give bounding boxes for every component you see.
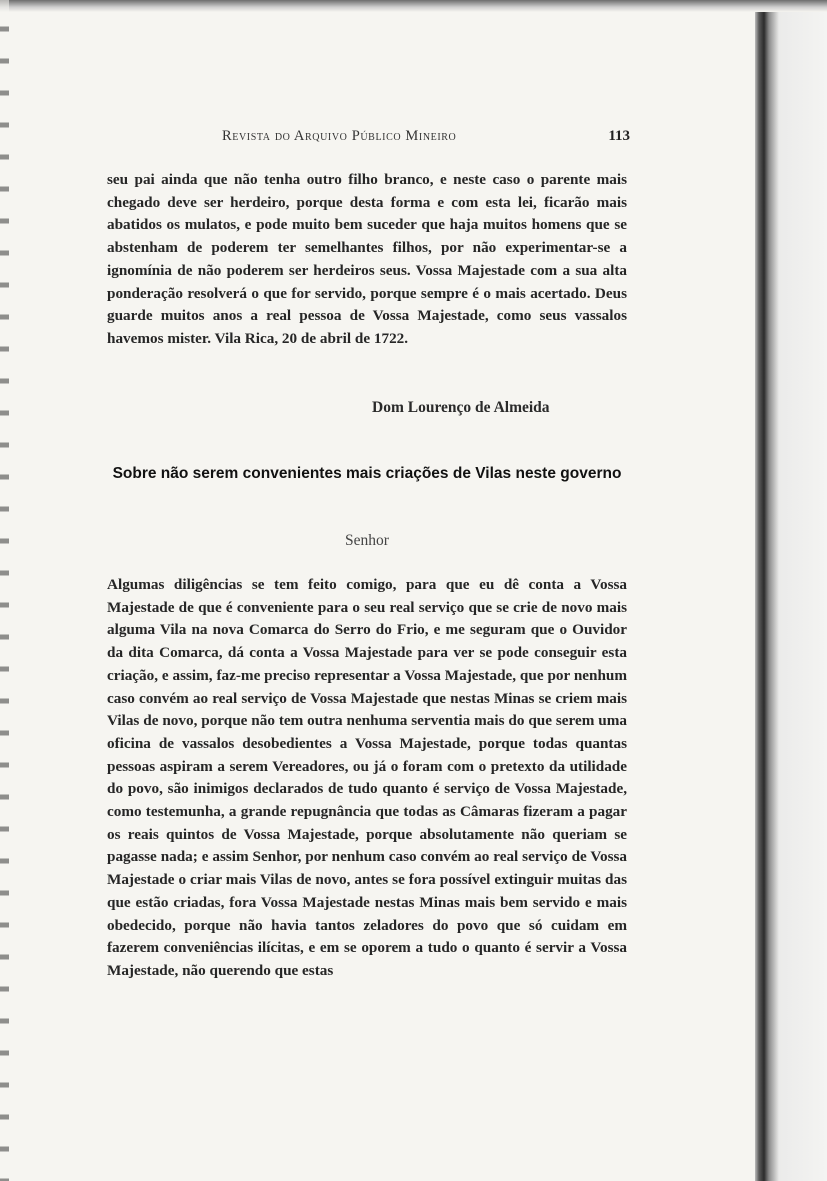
- page-left-binding-marks: [0, 0, 9, 1181]
- signature-line: Dom Lourenço de Almeida: [372, 399, 550, 416]
- section-title: Sobre não serem convenientes mais criações de Vilas neste governo: [112, 465, 622, 482]
- running-header: [222, 128, 630, 148]
- page-right-binding-shadow: [755, 12, 827, 1181]
- letter-closing-paragraph: [107, 169, 627, 351]
- paragraph-text: seu pai ainda que não tenha outro filho branco, e neste caso o parente mais chegado deve ser herdeiro, porque desta forma e com esta lei, ficarão mais abatidos os mulatos, e pode muito bem suceder que haja muitos homens que se abstenham de poderem ter semelhantes filhos, por não experimentar-se a ignomínia de não poderem ser herdeiros seus. Vossa Majestade com a sua alta ponderação resolverá o que for servido, porque sempre é o mais acertado. Deus guarde muitos anos a real pessoa de Vossa Majestade, como seus vassalos havemos mister. Vila Rica, 20 de abril de 1722.: [107, 171, 627, 347]
- page-number: 113: [608, 128, 630, 144]
- section-body-paragraph: [107, 574, 627, 983]
- running-title: Revista do Arquivo Público Mineiro: [222, 128, 457, 144]
- paragraph-text: Algumas diligências se tem feito comigo, para que eu dê conta a Vossa Majestade de que é conveniente para o seu real serviço que se crie de novo mais alguma Vila na nova Comarca do Serro do Frio, e me seguram que o Ouvidor da dita Comarca, dá conta a Vossa Majestade para ver se pode conseguir esta criação, e assim, faz-me preciso representar a Vossa Majestade, que por nenhum caso convém ao real serviço de Vossa Majestade que nestas Minas se criem mais Vilas de novo, porque não tem outra nenhuma serventia mais do que serem uma oficina de vassalos desobedientes a Vossa Majestade, porque todas quantas pessoas aspiram a serem Vereadores, ou já o foram com o pretexto da utilidade do povo, são inimigos declarados de tudo quanto é serviço de Vossa Majestade, como testemunha, a grande repugnância que todas as Câmaras fizeram a pagar os reais quintos de Vossa Majestade, porque absolutamente não queriam se pagasse nada; e assim Senhor, por nenhum caso convém ao real serviço de Vossa Majestade o criar mais Vilas de novo, antes se fora possível extinguir muitas das que estão criadas, fora Vossa Majestade nestas Minas mais bem servido e mais obedecido, porque não havia tantos zeladores do povo que só cuidam em fazerem conveniências ilícitas, e em se oporem a tudo o quanto é servir a Vossa Majestade, não querendo que estas: [107, 576, 627, 979]
- salutation: Senhor: [345, 532, 389, 549]
- page-top-edge-shadow: [0, 0, 827, 12]
